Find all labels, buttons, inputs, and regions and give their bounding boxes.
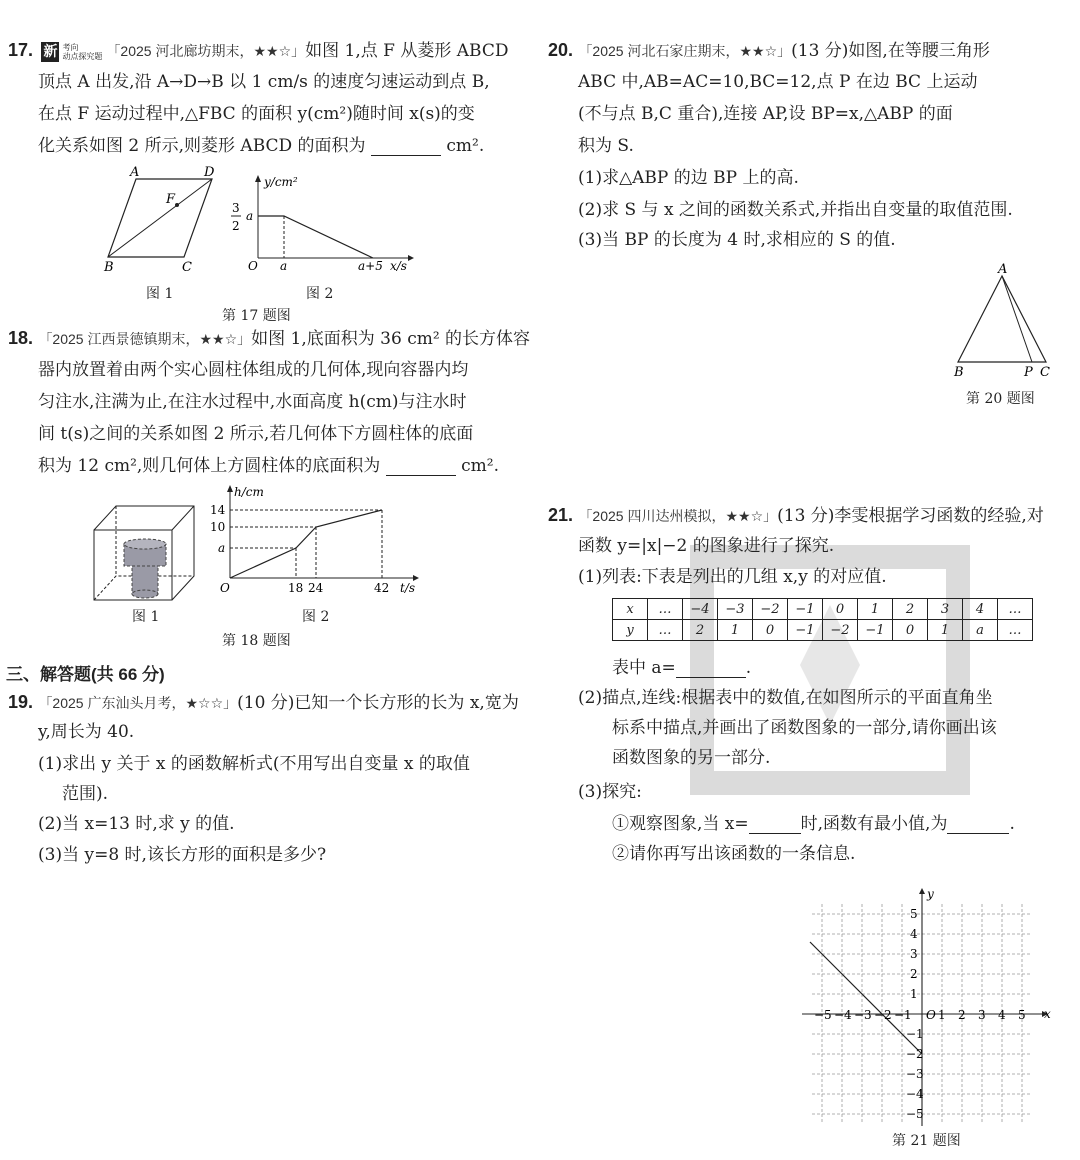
y-tick-10: 10 <box>210 520 226 534</box>
table-cell: −1 <box>788 620 823 641</box>
q21-text-4: (2)描点,连线:根据表中的数值,在如图所示的平面直角坐 <box>578 688 993 708</box>
q18-text-3: 间 t(s)之间的关系如图 2 所示,若几何体下方圆柱体的底面 <box>38 424 474 444</box>
q19-number: 19. <box>8 692 34 712</box>
y-tick-a: a <box>246 209 254 223</box>
x-tick-label: 3 <box>978 1008 986 1022</box>
x-tick-42: 42 <box>374 581 390 595</box>
table-row-x <box>613 599 1033 620</box>
q18-figure2 <box>208 482 428 600</box>
y-tick-label: 4 <box>910 927 918 941</box>
x-tick-label: −3 <box>854 1008 872 1022</box>
q20-text-6: (3)当 BP 的长度为 4 时,求相应的 S 的值. <box>578 230 896 250</box>
y-arrow <box>227 485 233 492</box>
q20-text-1: ABC 中,AB=AC=10,BC=12,点 P 在边 BC 上运动 <box>578 72 978 92</box>
y-tick-label: −4 <box>906 1087 924 1101</box>
table-cell: −4 <box>683 599 718 620</box>
table-cell: −2 <box>753 599 788 620</box>
q17-text-3: 化关系如图 2 所示,则菱形 ABCD 的面积为 <box>38 136 366 156</box>
q19-text-0: (10 分)已知一个长方形的长为 x,宽为 <box>237 693 519 713</box>
x-tick-label: −5 <box>814 1008 832 1022</box>
box-edge <box>172 506 194 530</box>
q17-figure2 <box>228 170 418 280</box>
y-tick-label: 3 <box>910 947 918 961</box>
q21-table <box>612 598 1033 641</box>
point-f <box>175 203 179 207</box>
q19-text-1: y,周长为 40. <box>38 722 135 742</box>
q19-text-3: 范围). <box>62 784 109 804</box>
q19-text-2: (1)求出 y 关于 x 的函数解析式(不用写出自变量 x 的取值 <box>38 754 470 774</box>
x-tick-a: a <box>280 259 288 273</box>
q20-number: 20. <box>548 40 574 60</box>
q21-line-a: 表中 a= . <box>612 658 752 678</box>
q17-fig2-label: 图 2 <box>306 286 334 302</box>
lower-cylinder-base <box>132 590 158 598</box>
q20-figure <box>948 262 1054 382</box>
y-arrow <box>255 175 261 182</box>
q21-number: 21. <box>548 505 574 525</box>
q20-caption: 第 20 题图 <box>966 391 1035 407</box>
frac-bottom: 2 <box>232 219 240 233</box>
new-badge: 新 <box>43 44 58 60</box>
q17-text-0: 如图 1,点 F 从菱形 ABCD <box>305 41 509 61</box>
q21-text-5: 标系中描点,并画出了函数图象的一部分,请你画出该 <box>612 718 997 738</box>
label-a: A <box>998 262 1008 277</box>
q20-text-2: (不与点 B,C 重合),连接 AP,设 BP=x,△ABP 的面 <box>578 104 953 124</box>
q21-text-2: (1)列表:下表是列出的几组 x,y 的对应值. <box>578 567 887 587</box>
q17-line1 <box>8 40 508 62</box>
x-tick-label: 1 <box>938 1008 946 1022</box>
y-tick-label: 2 <box>910 967 918 981</box>
table-cell: … <box>998 620 1033 641</box>
table-cell: 3 <box>928 599 963 620</box>
x-axis-label: x <box>1044 1007 1051 1021</box>
q18-caption: 第 18 题图 <box>222 633 291 649</box>
table-cell: … <box>998 599 1033 620</box>
x-tick-label: 2 <box>958 1008 966 1022</box>
q18-fig2-label: 图 2 <box>302 609 330 625</box>
q17-source: 「2025 河北廊坊期末，★★☆」 <box>106 43 306 59</box>
q21-min-blank[interactable] <box>947 817 1009 834</box>
q21-line-explore1: ①观察图象,当 x= 时,函数有最小值,为 . <box>612 814 1015 834</box>
table-cell: 0 <box>823 599 858 620</box>
y-arrow <box>919 888 925 894</box>
q18-line5 <box>38 456 499 476</box>
q21-text-10: ②请你再写出该函数的一条信息. <box>612 844 856 864</box>
badge-label-bottom: 动点探究题 <box>62 51 103 61</box>
badge-label-top: 考向 <box>62 42 79 52</box>
table-cell: 0 <box>893 620 928 641</box>
triangle-abc <box>958 276 1046 362</box>
x-tick-label: 5 <box>1018 1008 1026 1022</box>
q19-source: 「2025 广东汕头月考，★☆☆」 <box>38 695 238 711</box>
q17-line4 <box>38 136 484 156</box>
y-tick-a: a <box>218 541 226 555</box>
table-cell: … <box>648 599 683 620</box>
upper-cylinder-top <box>124 539 166 549</box>
q18-answer-blank[interactable] <box>386 459 456 476</box>
q19-text-5: (3)当 y=8 时,该长方形的面积是多少? <box>38 845 327 865</box>
y-axis-label: y/cm² <box>264 175 298 189</box>
section-title: 三、解答题(共 66 分) <box>6 665 165 684</box>
table-cell: 4 <box>963 599 998 620</box>
q21-text-7: (3)探究: <box>578 782 642 802</box>
q21-caption: 第 21 题图 <box>892 1133 961 1149</box>
q20-source: 「2025 河北石家庄期末，★★☆」 <box>578 43 792 59</box>
y-axis-label: h/cm <box>234 485 264 499</box>
x-tick-label: 4 <box>998 1008 1006 1022</box>
q21-text-1: 函数 y=|x|−2 的图象进行了探究. <box>578 536 835 556</box>
table-row-y <box>613 620 1033 641</box>
q18-figure1 <box>90 492 200 604</box>
q18-line1 <box>8 328 530 349</box>
y-tick-label: 5 <box>910 907 918 921</box>
q21-a-blank[interactable] <box>676 661 746 678</box>
table-cell: 2 <box>893 599 928 620</box>
q18-number: 18. <box>8 328 34 348</box>
q17-text-2: 在点 F 运动过程中,△FBC 的面积 y(cm²)随时间 x(s)的变 <box>38 104 475 124</box>
x-arrow <box>408 255 414 261</box>
q21-text-0: (13 分)李雯根据学习函数的经验,对 <box>777 506 1044 526</box>
x-tick-a5: a+5 <box>358 259 383 273</box>
q17-text-1: 顶点 A 出发,沿 A→D→B 以 1 cm/s 的速度匀速运动到点 B, <box>38 72 490 92</box>
q17-number: 17. <box>8 40 34 60</box>
q21-source: 「2025 四川达州模拟，★★☆」 <box>578 508 778 524</box>
y-tick-label: −2 <box>906 1047 924 1061</box>
label-c: C <box>1040 365 1050 380</box>
table-cell: y <box>613 620 648 641</box>
q18-text-2: 匀注水,注满为止,在注水过程中,水面高度 h(cm)与注水时 <box>38 392 467 412</box>
label-p: P <box>1024 365 1033 380</box>
table-cell: 1 <box>718 620 753 641</box>
x-tick-label: −2 <box>874 1008 892 1022</box>
q21-x-blank[interactable] <box>749 817 801 834</box>
y-axis-label: y <box>927 887 934 901</box>
table-cell: 1 <box>858 599 893 620</box>
label-c: C <box>182 260 192 275</box>
table-cell: −1 <box>788 599 823 620</box>
q18-text-5: cm². <box>461 456 499 476</box>
badge-label <box>62 43 102 61</box>
q18-text-4: 积为 12 cm²,则几何体上方圆柱体的底面积为 <box>38 456 381 476</box>
table-cell: 0 <box>753 620 788 641</box>
q20-text-4: (1)求△ABP 的边 BP 上的高. <box>578 168 799 188</box>
q17-text-4: cm². <box>446 136 485 156</box>
q18-text-0: 如图 1,底面积为 36 cm² 的长方体容 <box>251 329 531 349</box>
q20-text-3: 积为 S. <box>578 136 634 156</box>
q19-text-4: (2)当 x=13 时,求 y 的值. <box>38 814 235 834</box>
q21-text-3: 表中 a= <box>612 658 676 678</box>
origin: O <box>220 581 230 595</box>
y-tick-label: −1 <box>906 1027 924 1041</box>
q17-caption: 第 17 题图 <box>222 308 291 324</box>
q21-coordinate-grid <box>802 876 1060 1126</box>
origin-label: O <box>926 1008 936 1022</box>
frac-top: 3 <box>232 201 240 215</box>
origin: O <box>248 259 258 273</box>
label-a: A <box>130 165 140 180</box>
q18-source: 「2025 江西景德镇期末，★★☆」 <box>38 331 252 347</box>
table-cell: x <box>613 599 648 620</box>
table-cell: … <box>648 620 683 641</box>
table-cell: −3 <box>718 599 753 620</box>
y-tick-14: 14 <box>210 503 226 517</box>
q21-text-8: ①观察图象,当 x= <box>612 814 749 834</box>
y-tick-label: −5 <box>906 1107 924 1121</box>
x-tick-label: −4 <box>834 1008 852 1022</box>
x-tick-18: 18 <box>288 581 304 595</box>
q17-fig1-label: 图 1 <box>146 286 174 302</box>
x-axis-label: t/s <box>400 581 416 595</box>
q21-text-9: 时,函数有最小值,为 <box>800 814 948 834</box>
q18-fig1-label: 图 1 <box>132 609 160 625</box>
segment-ap <box>1002 276 1032 362</box>
label-b: B <box>104 260 114 275</box>
q18-text-1: 器内放置着由两个实心圆柱体组成的几何体,现向容器内均 <box>38 360 469 380</box>
x-tick-24: 24 <box>308 581 324 595</box>
label-f: F <box>166 192 176 207</box>
q20-text-0: (13 分)如图,在等腰三角形 <box>791 41 990 61</box>
q17-figure1 <box>100 165 230 280</box>
q21-text-6: 函数图象的另一部分. <box>612 748 771 768</box>
table-cell: a <box>963 620 998 641</box>
graph-line <box>230 510 382 578</box>
label-b: B <box>954 365 964 380</box>
table-cell: −2 <box>823 620 858 641</box>
q20-line1 <box>548 40 990 61</box>
q19-line1 <box>8 692 519 713</box>
table-cell: 2 <box>683 620 718 641</box>
diagonal-bd <box>108 179 212 257</box>
table-cell: −1 <box>858 620 893 641</box>
x-axis-label: x/s <box>390 259 407 273</box>
x-tick-label: −1 <box>894 1008 912 1022</box>
q17-answer-blank[interactable] <box>371 139 441 156</box>
q20-text-5: (2)求 S 与 x 之间的函数关系式,并指出自变量的取值范围. <box>578 200 1013 220</box>
graph-line <box>258 216 373 258</box>
table-cell: 1 <box>928 620 963 641</box>
y-tick-label: −3 <box>906 1067 924 1081</box>
q21-line1 <box>548 505 1044 526</box>
label-d: D <box>204 165 215 180</box>
y-tick-label: 1 <box>910 987 918 1001</box>
